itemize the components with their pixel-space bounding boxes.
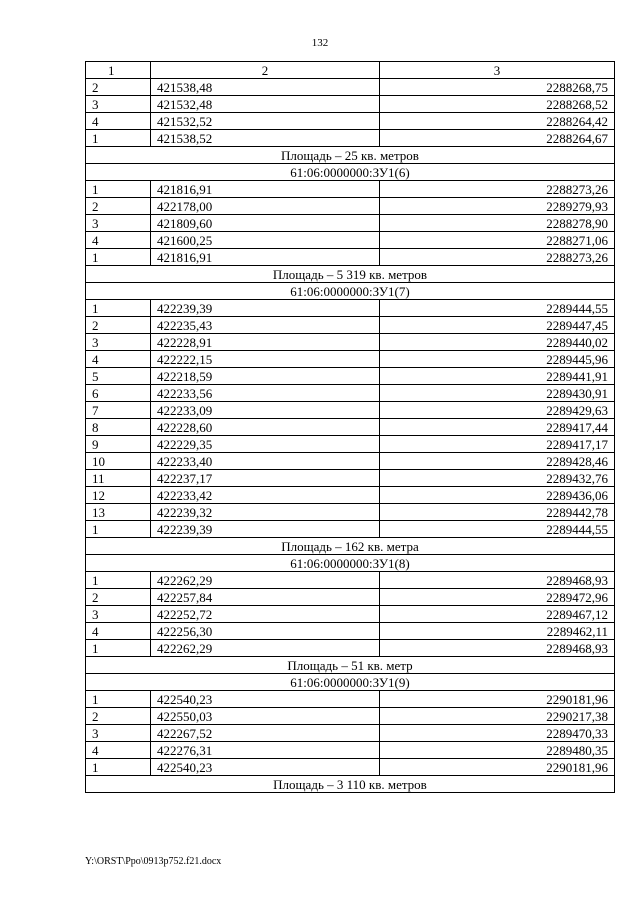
coordinate-x: 421538,52 (151, 130, 380, 147)
table-row (86, 470, 615, 487)
coordinate-y: 2290181,96 (380, 691, 615, 708)
table-row (86, 402, 615, 419)
coordinate-y: 2289442,78 (380, 504, 615, 521)
table-row (86, 96, 615, 113)
table-row (86, 521, 615, 538)
table-row (86, 385, 615, 402)
coordinate-y: 2289467,12 (380, 606, 615, 623)
table-row (86, 487, 615, 504)
parcel-title-row (86, 555, 615, 572)
table-row (86, 79, 615, 96)
point-number: 2 (86, 79, 151, 96)
point-number: 13 (86, 504, 151, 521)
point-number: 2 (86, 198, 151, 215)
column-header-point: 1 (86, 62, 151, 79)
coordinate-x: 422178,00 (151, 198, 380, 215)
table-row (86, 215, 615, 232)
point-number: 3 (86, 334, 151, 351)
table-row (86, 589, 615, 606)
table-row (86, 198, 615, 215)
coordinate-x: 422237,17 (151, 470, 380, 487)
point-number: 1 (86, 521, 151, 538)
coordinate-y: 2288273,26 (380, 181, 615, 198)
point-number: 1 (86, 181, 151, 198)
coordinate-x: 422256,30 (151, 623, 380, 640)
table-row (86, 249, 615, 266)
coordinate-y: 2289279,93 (380, 198, 615, 215)
coordinates-table (85, 61, 615, 793)
coordinate-x: 422239,39 (151, 521, 380, 538)
coordinate-x: 422257,84 (151, 589, 380, 606)
coordinate-y: 2289480,35 (380, 742, 615, 759)
point-number: 11 (86, 470, 151, 487)
parcel-area: Площадь – 5 319 кв. метров (86, 266, 615, 283)
point-number: 5 (86, 368, 151, 385)
parcel-cadastral-number: 61:06:0000000:ЗУ1(9) (86, 674, 615, 691)
column-header-y: 3 (380, 62, 615, 79)
coordinate-y: 2289444,55 (380, 521, 615, 538)
coordinate-x: 422233,09 (151, 402, 380, 419)
point-number: 1 (86, 691, 151, 708)
coordinate-x: 422229,35 (151, 436, 380, 453)
table-row (86, 640, 615, 657)
point-number: 4 (86, 113, 151, 130)
coordinate-x: 422540,23 (151, 759, 380, 776)
point-number: 4 (86, 232, 151, 249)
point-number: 1 (86, 759, 151, 776)
coordinate-y: 2289447,45 (380, 317, 615, 334)
coordinate-y: 2290181,96 (380, 759, 615, 776)
table-row (86, 759, 615, 776)
coordinate-x: 422267,52 (151, 725, 380, 742)
coordinate-x: 422233,40 (151, 453, 380, 470)
table-row (86, 453, 615, 470)
coordinate-x: 422252,72 (151, 606, 380, 623)
parcel-area-row (86, 266, 615, 283)
table-row (86, 368, 615, 385)
coordinate-y: 2289441,91 (380, 368, 615, 385)
coordinate-y: 2289470,33 (380, 725, 615, 742)
point-number: 3 (86, 215, 151, 232)
table-row (86, 334, 615, 351)
table-row (86, 130, 615, 147)
coordinate-x: 421816,91 (151, 249, 380, 266)
coordinate-x: 422239,32 (151, 504, 380, 521)
coordinate-y: 2289472,96 (380, 589, 615, 606)
coordinate-y: 2288278,90 (380, 215, 615, 232)
point-number: 3 (86, 606, 151, 623)
parcel-cadastral-number: 61:06:0000000:ЗУ1(7) (86, 283, 615, 300)
coordinate-y: 2289436,06 (380, 487, 615, 504)
coordinate-x: 421600,25 (151, 232, 380, 249)
parcel-area-row (86, 657, 615, 674)
point-number: 6 (86, 385, 151, 402)
coordinate-x: 422239,39 (151, 300, 380, 317)
coordinate-y: 2289417,17 (380, 436, 615, 453)
table-row (86, 606, 615, 623)
coordinate-y: 2289468,93 (380, 640, 615, 657)
coordinate-x: 422276,31 (151, 742, 380, 759)
table-row (86, 691, 615, 708)
coordinate-y: 2288268,75 (380, 79, 615, 96)
table-row (86, 300, 615, 317)
point-number: 4 (86, 623, 151, 640)
parcel-area-row (86, 147, 615, 164)
table-header-row (86, 62, 615, 79)
table-row (86, 504, 615, 521)
coordinate-x: 421809,60 (151, 215, 380, 232)
coordinate-y: 2288273,26 (380, 249, 615, 266)
point-number: 4 (86, 351, 151, 368)
point-number: 3 (86, 96, 151, 113)
coordinate-y: 2289417,44 (380, 419, 615, 436)
parcel-cadastral-number: 61:06:0000000:ЗУ1(6) (86, 164, 615, 181)
table-row (86, 742, 615, 759)
point-number: 2 (86, 317, 151, 334)
coordinate-y: 2288264,42 (380, 113, 615, 130)
coordinate-y: 2289432,76 (380, 470, 615, 487)
coordinate-x: 422233,56 (151, 385, 380, 402)
point-number: 1 (86, 640, 151, 657)
table-row (86, 419, 615, 436)
point-number: 3 (86, 725, 151, 742)
parcel-title-row (86, 283, 615, 300)
point-number: 1 (86, 300, 151, 317)
coordinate-y: 2289429,63 (380, 402, 615, 419)
point-number: 9 (86, 436, 151, 453)
parcel-area: Площадь – 25 кв. метров (86, 147, 615, 164)
coordinate-y: 2289445,96 (380, 351, 615, 368)
point-number: 8 (86, 419, 151, 436)
coordinate-x: 422540,23 (151, 691, 380, 708)
coordinate-x: 422262,29 (151, 640, 380, 657)
point-number: 1 (86, 572, 151, 589)
table-row (86, 351, 615, 368)
parcel-title-row (86, 674, 615, 691)
parcel-cadastral-number: 61:06:0000000:ЗУ1(8) (86, 555, 615, 572)
coordinate-x: 422222,15 (151, 351, 380, 368)
point-number: 2 (86, 708, 151, 725)
coordinate-x: 422550,03 (151, 708, 380, 725)
parcel-area: Площадь – 3 110 кв. метров (86, 776, 615, 793)
coordinate-y: 2288268,52 (380, 96, 615, 113)
coordinate-y: 2289444,55 (380, 300, 615, 317)
coordinate-x: 421532,52 (151, 113, 380, 130)
point-number: 1 (86, 249, 151, 266)
coordinate-y: 2288271,06 (380, 232, 615, 249)
point-number: 10 (86, 453, 151, 470)
page-number: 132 (311, 37, 329, 49)
parcel-area-row (86, 776, 615, 793)
table-row (86, 623, 615, 640)
table-row (86, 232, 615, 249)
table-row (86, 708, 615, 725)
point-number: 12 (86, 487, 151, 504)
point-number: 1 (86, 130, 151, 147)
coordinate-x: 422228,60 (151, 419, 380, 436)
table-row (86, 317, 615, 334)
coordinate-x: 422228,91 (151, 334, 380, 351)
column-header-x: 2 (151, 62, 380, 79)
coordinate-x: 421532,48 (151, 96, 380, 113)
coordinate-x: 422218,59 (151, 368, 380, 385)
coordinate-x: 422235,43 (151, 317, 380, 334)
coordinate-y: 2289430,91 (380, 385, 615, 402)
parcel-area-row (86, 538, 615, 555)
parcel-area: Площадь – 162 кв. метра (86, 538, 615, 555)
table-row (86, 725, 615, 742)
parcel-area: Площадь – 51 кв. метр (86, 657, 615, 674)
coordinate-x: 421538,48 (151, 79, 380, 96)
coordinate-x: 422233,42 (151, 487, 380, 504)
table-row (86, 113, 615, 130)
table-row (86, 572, 615, 589)
parcel-title-row (86, 164, 615, 181)
coordinates-table-body (86, 62, 615, 793)
footer-file-path: Y:\ORST\Ppo\0913p752.f21.docx (85, 856, 222, 867)
coordinate-y: 2290217,38 (380, 708, 615, 725)
coordinate-y: 2288264,67 (380, 130, 615, 147)
point-number: 7 (86, 402, 151, 419)
point-number: 4 (86, 742, 151, 759)
point-number: 2 (86, 589, 151, 606)
coordinate-y: 2289468,93 (380, 572, 615, 589)
coordinate-y: 2289428,46 (380, 453, 615, 470)
coordinate-y: 2289440,02 (380, 334, 615, 351)
coordinate-x: 421816,91 (151, 181, 380, 198)
table-row (86, 436, 615, 453)
table-row (86, 181, 615, 198)
coordinate-y: 2289462,11 (380, 623, 615, 640)
coordinate-x: 422262,29 (151, 572, 380, 589)
